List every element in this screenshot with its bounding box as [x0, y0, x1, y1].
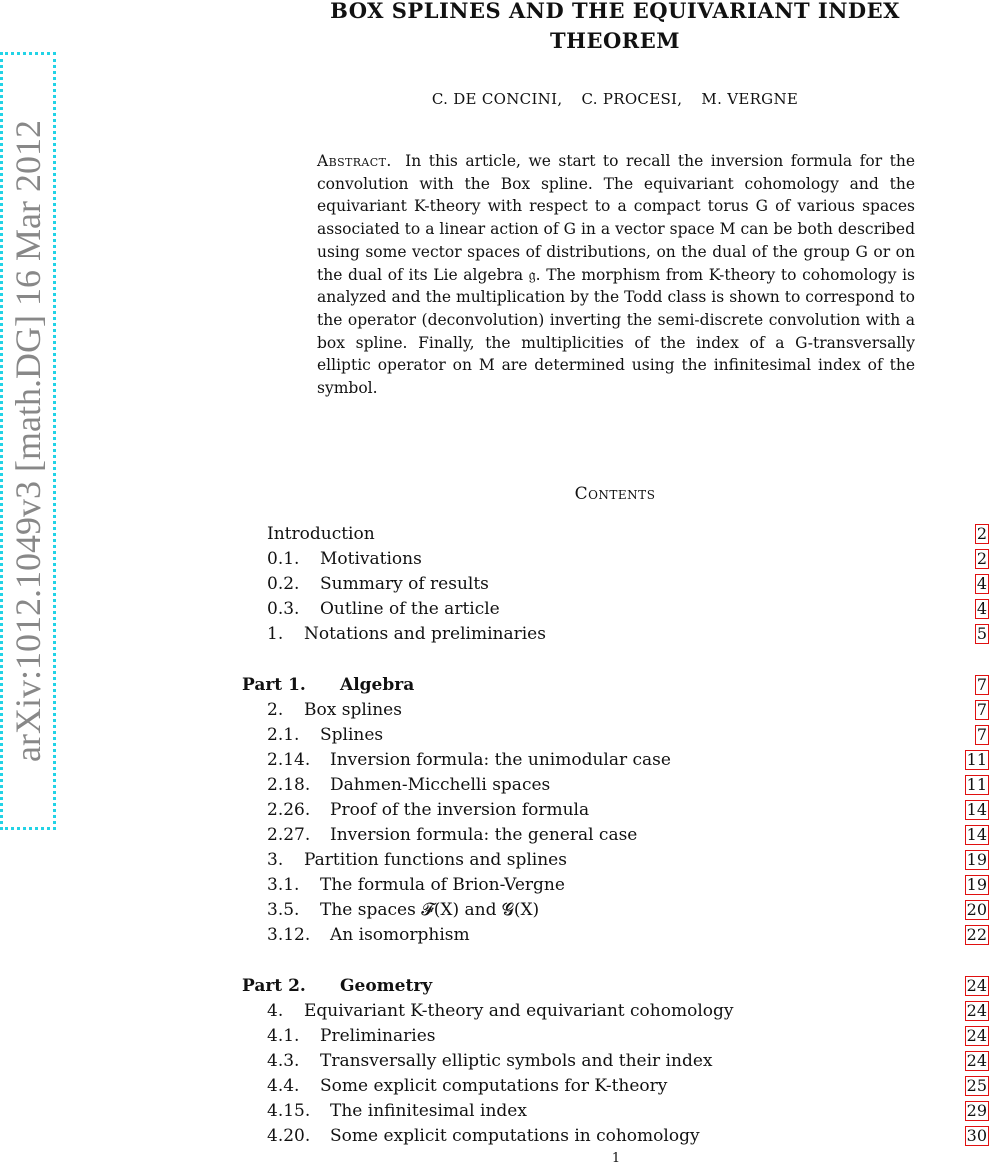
toc-entry[interactable]	[0, 1050, 990, 1072]
toc-entry-title: The spaces 𝓕(X) and 𝓖(X)	[320, 900, 540, 920]
toc-entry[interactable]	[0, 523, 990, 545]
toc-entry-number: 2.1.	[267, 725, 300, 745]
toc-entry-number: 2.	[267, 700, 284, 720]
toc-entry-label[interactable]	[267, 774, 550, 796]
toc-page-link[interactable]: 7	[976, 725, 987, 744]
toc-entry-number: 3.1.	[267, 875, 300, 895]
author-2: C. PROCESI,	[581, 90, 683, 108]
toc-entry-label[interactable]	[267, 1050, 712, 1072]
toc-entry[interactable]	[0, 598, 990, 620]
toc-page-link[interactable]: 14	[966, 825, 987, 844]
toc-page-link[interactable]: 24	[966, 1051, 987, 1070]
toc-entry-label[interactable]	[267, 598, 500, 620]
page-number: 1	[611, 1151, 621, 1166]
toc-entry-title: Inversion formula: the general case	[330, 825, 638, 845]
author-1: C. DE CONCINI,	[431, 90, 563, 108]
toc-entry-label[interactable]	[267, 623, 546, 645]
toc-page-link[interactable]: 5	[976, 624, 987, 643]
toc-entry-title: Splines	[320, 725, 384, 745]
toc-page-link[interactable]: 20	[966, 900, 987, 919]
toc-entry-title: Notations and preliminaries	[304, 624, 546, 644]
toc-page-link[interactable]: 7	[976, 675, 987, 694]
arxiv-stamp-text: arXiv:1012.1049v3 [math.DG] 16 Mar 2012	[8, 120, 48, 762]
toc-entry[interactable]	[0, 724, 990, 746]
toc-entry[interactable]	[0, 1125, 990, 1147]
toc-entry[interactable]	[0, 824, 990, 846]
paper-title-line-2: THEOREM	[550, 28, 680, 53]
toc-entry[interactable]	[0, 573, 990, 595]
toc-entry-title: Motivations	[320, 549, 422, 569]
toc-entry-label[interactable]	[242, 674, 414, 696]
toc-page-link[interactable]: 19	[966, 850, 987, 869]
toc-entry[interactable]	[0, 623, 990, 645]
author-3: M. VERGNE	[701, 90, 799, 108]
toc-entry-title: The infinitesimal index	[330, 1101, 527, 1121]
toc-entry-label[interactable]	[267, 699, 402, 721]
toc-entry-title: Preliminaries	[320, 1026, 436, 1046]
toc-entry-label[interactable]	[267, 1100, 527, 1122]
toc-entry[interactable]	[0, 849, 990, 871]
toc-entry-number: Part 2.	[242, 976, 306, 996]
toc-page-link[interactable]: 25	[966, 1076, 987, 1095]
toc-page-link[interactable]: 7	[976, 700, 987, 719]
toc-entry-label[interactable]	[267, 899, 539, 921]
toc-entry-number: 4.4.	[267, 1076, 300, 1096]
toc-entry-title: Inversion formula: the unimodular case	[330, 750, 671, 770]
toc-entry-number: 2.18.	[267, 775, 311, 795]
toc-entry[interactable]	[0, 1000, 990, 1022]
toc-page-link[interactable]: 4	[976, 574, 987, 593]
toc-entry-label[interactable]	[267, 1075, 667, 1097]
toc-entry-title: Introduction	[267, 524, 375, 544]
toc-entry[interactable]	[0, 699, 990, 721]
toc-page-link[interactable]: 2	[976, 524, 987, 543]
abstract-text: In this article, we start to recall the inversion formula for the convolution with the Box spline. The equivariant cohomology and the equivariant K-theory with respect to a compact torus G of various spaces associated to a linear action of G in a vector space M can be both described using some vector spaces of distributions, on the dual of the group G or on the dual of its Lie algebra 𝔤. The morphism from K-theory to cohomology is analyzed and the multiplication by the Todd class is shown to correspond to the operator (deconvolution) inverting the semi-discrete convolution with a box spline. Finally, the multiplicities of the index of a G-transversally elliptic operator on M are determined using the infinitesimal index of the symbol.	[317, 152, 915, 398]
toc-page-link[interactable]: 24	[966, 1026, 987, 1045]
toc-entry-title: The formula of Brion-Vergne	[320, 875, 565, 895]
toc-entry-number: 0.2.	[267, 574, 300, 594]
toc-entry[interactable]	[0, 548, 990, 570]
toc-entry-title: Summary of results	[320, 574, 489, 594]
toc-entry-label[interactable]	[267, 573, 489, 595]
toc-entry[interactable]	[0, 899, 990, 921]
toc-page-link[interactable]: 4	[976, 599, 987, 618]
toc-entry-label[interactable]	[267, 824, 637, 846]
toc-page-link[interactable]: 29	[966, 1101, 987, 1120]
toc-entry-title: Dahmen-Micchelli spaces	[330, 775, 551, 795]
toc-entry[interactable]	[0, 1025, 990, 1047]
toc-page-link[interactable]: 11	[966, 750, 987, 769]
toc-entry-label[interactable]	[267, 924, 470, 946]
toc-entry[interactable]	[0, 1100, 990, 1122]
toc-entry-title: Some explicit computations in cohomology	[330, 1126, 700, 1146]
toc-entry-label[interactable]	[267, 1025, 436, 1047]
toc-entry-label[interactable]	[267, 874, 565, 896]
toc-entry-title: An isomorphism	[330, 925, 470, 945]
toc-entry-label[interactable]	[242, 975, 432, 997]
toc-entry[interactable]	[0, 749, 990, 771]
toc-page-link[interactable]: 24	[966, 1001, 987, 1020]
toc-part-heading[interactable]	[0, 975, 990, 997]
toc-entry-label[interactable]	[267, 849, 567, 871]
toc-entry-title: Outline of the article	[320, 599, 500, 619]
toc-page-link[interactable]: 14	[966, 800, 987, 819]
toc-page-link[interactable]: 24	[966, 976, 987, 995]
toc-entry-title: Partition functions and splines	[304, 850, 567, 870]
toc-entry-title: Algebra	[340, 675, 415, 695]
toc-entry-number: 4.1.	[267, 1026, 300, 1046]
toc-entry-label[interactable]	[267, 1125, 700, 1147]
toc-entry-label[interactable]	[267, 548, 422, 570]
abstract-heading: Abstract.	[317, 152, 392, 170]
toc-entry-number: 3.	[267, 850, 284, 870]
toc-entry-number: 3.5.	[267, 900, 300, 920]
toc-entry-label[interactable]	[267, 1000, 734, 1022]
toc-entry-title: Proof of the inversion formula	[330, 800, 590, 820]
toc-page-link[interactable]: 2	[976, 549, 987, 568]
toc-entry-label[interactable]	[267, 724, 383, 746]
toc-entry-title: Transversally elliptic symbols and their index	[320, 1051, 713, 1071]
toc-entry-number: 4.	[267, 1001, 284, 1021]
toc-page-link[interactable]: 30	[966, 1126, 987, 1145]
toc-entry[interactable]	[0, 799, 990, 821]
toc-page-link[interactable]: 22	[966, 925, 987, 944]
paper-title-line-1: BOX SPLINES AND THE EQUIVARIANT INDEX	[330, 0, 900, 23]
toc-entry-number: 4.15.	[267, 1101, 311, 1121]
toc-entry-number: 0.1.	[267, 549, 300, 569]
toc-entry-label[interactable]	[267, 799, 589, 821]
toc-entry-number: Part 1.	[242, 675, 306, 695]
toc-entry-label[interactable]	[267, 523, 375, 545]
toc-entry-title: Equivariant K-theory and equivariant cohomology	[304, 1001, 734, 1021]
toc-entry-title: Geometry	[340, 976, 433, 996]
toc-entry[interactable]	[0, 774, 990, 796]
toc-entry-number: 2.26.	[267, 800, 311, 820]
toc-entry-label[interactable]	[267, 749, 671, 771]
toc-part-heading[interactable]	[0, 674, 990, 696]
toc-entry[interactable]	[0, 874, 990, 896]
toc-entry-number: 4.20.	[267, 1126, 311, 1146]
toc-entry-number: 3.12.	[267, 925, 311, 945]
toc-page-link[interactable]: 19	[966, 875, 987, 894]
toc-entry[interactable]	[0, 924, 990, 946]
toc-entry-number: 2.14.	[267, 750, 311, 770]
toc-entry[interactable]	[0, 1075, 990, 1097]
toc-entry-title: Some explicit computations for K-theory	[320, 1076, 668, 1096]
toc-entry-number: 1.	[267, 624, 284, 644]
contents-heading: Contents	[574, 484, 656, 504]
toc-entry-title: Box splines	[304, 700, 402, 720]
toc-entry-number: 2.27.	[267, 825, 311, 845]
toc-entry-number: 4.3.	[267, 1051, 300, 1071]
toc-page-link[interactable]: 11	[966, 775, 987, 794]
toc-entry-number: 0.3.	[267, 599, 300, 619]
